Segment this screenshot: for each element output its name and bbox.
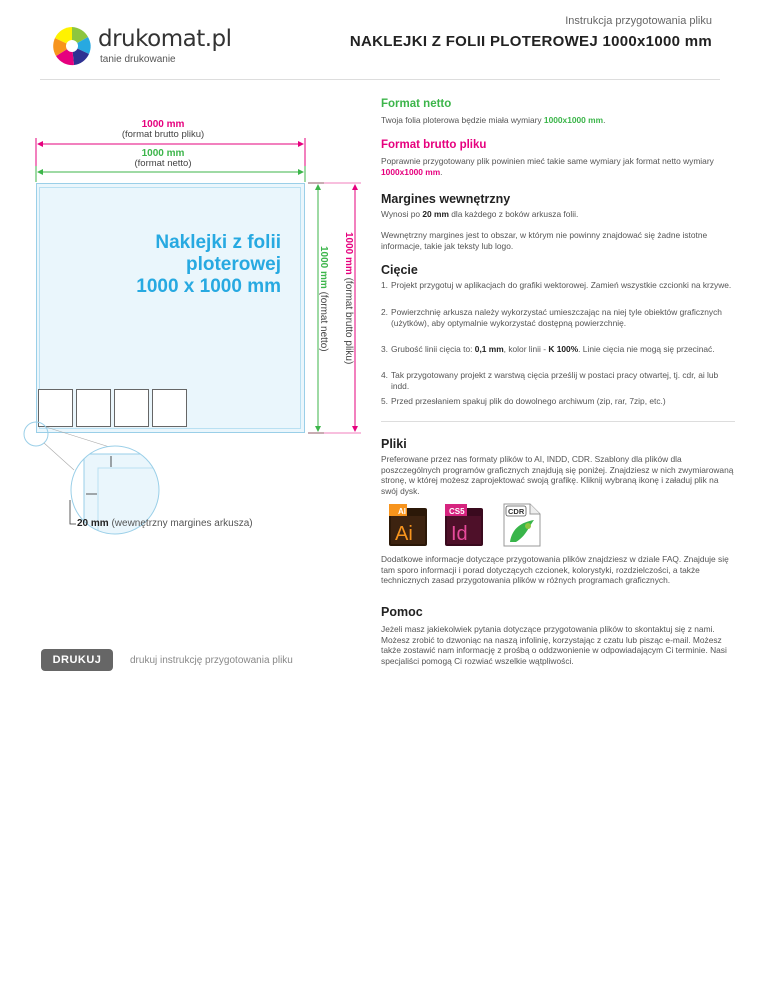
top-netto-label: 1000 mm	[141, 148, 185, 159]
format-netto-heading: Format netto	[381, 98, 452, 110]
svg-text:Ai: Ai	[395, 523, 413, 545]
side-brutto-label: 1000 mm (format brutto pliku)	[343, 232, 354, 365]
cdr-template-download-icon[interactable]	[498, 502, 542, 548]
cutting-step: 1. Projekt przygotuj w aplikacjach do grafiki wektorowej. Zamień wszystkie czcionki na krzywe.	[381, 280, 732, 290]
cutting-heading: Cięcie	[381, 263, 418, 277]
svg-text:CS5: CS5	[449, 507, 465, 516]
margin-text-1: Wynosi po 20 mm dla każdego z boków arkusza folii.	[381, 209, 579, 219]
margin-heading: Margines wewnętrzny	[381, 192, 511, 206]
print-link[interactable]: drukuj instrukcję przygotowania pliku	[130, 655, 293, 666]
document-subtitle: Instrukcja przygotowania pliku	[565, 15, 712, 27]
help-text: Jeżeli masz jakiekolwiek pytania dotyczące przygotowania plików to skontaktuj się z nami. Możesz zrobić to dzwoniąc na naszą infolinię, korzystając z czatu lub pisząc e-mail. Możesz także zostawić nam informację z prośbą o oddzwonienie w odpowiadającym Ci terminie. Nasi specjaliści pomogą Ci rozwiać wszelkie wątpliwości.	[381, 624, 727, 666]
files-extra-text: Dodatkowe informacje dotyczące przygotowania plików znajdziesz w dziale FAQ. Znajduje się tam sporo informacji i porad dotyczących czcionek, kolorystyki, rozdzielczości, a także technicznych zasad przygotowania plików w różnych programach graficznych.	[381, 554, 729, 585]
brand-name: drukomat.pl	[98, 26, 232, 52]
cutting-step: 4. Tak przygotowany projekt z warstwą cięcia prześlij w postaci pracy otwartej, tj. cdr, ai lub indd.	[381, 370, 719, 391]
files-heading: Pliki	[381, 437, 407, 451]
format-brutto-text: Poprawnie przygotowany plik powinien mieć takie same wymiary jak format netto wymiary 1000x1000 mm.	[381, 156, 714, 177]
margin-note: 20 mm (wewnętrzny margines arkusza)	[77, 518, 253, 529]
top-netto-sublabel: (format netto)	[134, 158, 192, 169]
help-heading: Pomoc	[381, 605, 423, 619]
sheet-title: Naklejki z folii ploterowej 1000 x 1000 mm	[136, 232, 281, 297]
svg-text:CDR: CDR	[508, 507, 525, 516]
svg-text:AI: AI	[398, 507, 406, 516]
cutting-step: 3. Grubość linii cięcia to: 0,1 mm, kolor linii - K 100%. Linie cięcia nie mogą się przecinać.	[381, 344, 715, 354]
ai-template-download-icon[interactable]	[386, 502, 430, 548]
svg-text:Id: Id	[451, 523, 468, 545]
cutting-step: 5. Przed przesłaniem spakuj plik do dowolnego archiwum (zip, rar, 7zip, etc.)	[381, 396, 666, 406]
print-button[interactable]: DRUKUJ	[41, 649, 113, 671]
top-brutto-sublabel: (format brutto pliku)	[121, 129, 205, 140]
format-brutto-heading: Format brutto pliku	[381, 139, 487, 151]
document-title: NAKLEJKI Z FOLII PLOTEROWEJ 1000x1000 mm	[349, 33, 712, 50]
margin-text-2: Wewnętrzny margines jest to obszar, w którym nie powinny znajdować się żadne istotne informacje, takie jak teksty lub logo.	[381, 230, 708, 251]
section-divider	[381, 421, 735, 422]
top-brutto-label: 1000 mm	[141, 119, 185, 130]
format-netto-text: Twoja folia ploterowa będzie miała wymiary 1000x1000 mm.	[381, 115, 606, 125]
files-text: Preferowane przez nas formaty plików to AI, INDD, CDR. Szablony dla plików dla poszczególnych programów graficznych znajdują się poniżej. Znajdziesz w nich zwymiarowaną stronę, w której możesz zaprojektować swoją grafikę. Kliknij wybraną ikonę i załaduj plik na swój dysk.	[381, 454, 734, 496]
side-netto-label: 1000 mm (format netto)	[318, 246, 329, 352]
brand-tagline: tanie drukowanie	[100, 54, 176, 65]
indd-template-download-icon[interactable]	[442, 502, 486, 548]
cutting-step: 2. Powierzchnię arkusza należy wykorzystać umieszczając na niej tyle obiektów graficznych (użytków), aby optymalnie wykorzystać dostępną powierzchnię.	[381, 307, 722, 328]
